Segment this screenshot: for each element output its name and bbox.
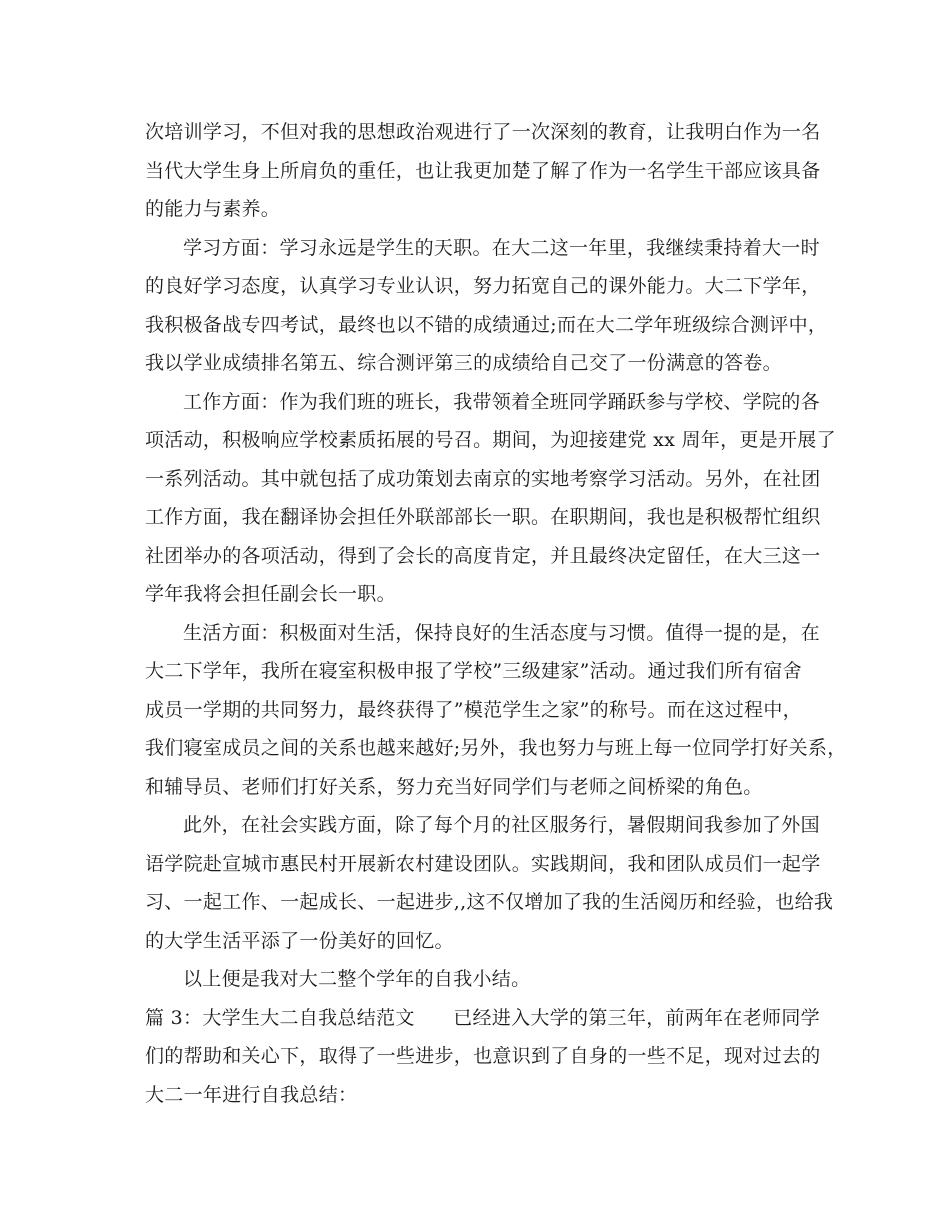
paragraph-line: 学习方面：学习永远是学生的天职。在大二这一年里，我继续秉持着大一时: [183, 236, 820, 259]
paragraph-line: 当代大学生身上所肩负的重任，也让我更加楚了解了作为一名学生干部应该具备: [145, 159, 821, 182]
paragraph-line: 我积极备战专四考试，最终也以不错的成绩通过;而在大二学年班级综合测评中，: [145, 313, 828, 336]
document-body: [145, 113, 847, 1114]
paragraph-line: 我以学业成绩排名第五、综合测评第三的成绩给自己交了一份满意的答卷。: [145, 352, 782, 374]
paragraph-line: 我们寝室成员之间的关系也越来越好;另外，我也努力与班上每一位同学打好关系，: [145, 737, 847, 759]
paragraph-line: 们的帮助和关心下，取得了一些进步，也意识到了自身的一些不足，现对过去的: [145, 1045, 821, 1067]
paragraph-line: 次培训学习，不但对我的思想政治观进行了一次深刻的教育，让我明白作为一名: [145, 121, 821, 143]
paragraph-line: 成员一学期的共同努力，最终获得了”模范学生之家”的称号。而在这过程中，: [145, 698, 802, 721]
paragraph-line: 的大学生活平添了一份美好的回忆。: [145, 929, 454, 952]
paragraph-line: 大二下学年，我所在寝室积极申报了学校”三级建家”活动。通过我们所有宿舍: [145, 660, 802, 682]
paragraph-line: 以上便是我对大二整个学年的自我小结。: [183, 968, 531, 990]
paragraph-line: 此外，在社会实践方面，除了每个月的社区服务行，暑假期间我参加了外国: [183, 814, 820, 836]
paragraph-line: 项活动，积极响应学校素质拓展的号召。期间，为迎接建党 xx 周年，更是开展了: [145, 429, 836, 451]
paragraph-line: 工作方面：作为我们班的班长，我带领着全班同学踊跃参与学校、学院的各: [183, 390, 820, 413]
paragraph-line: 社团举办的各项活动，得到了会长的高度肯定，并且最终决定留任，在大三这一: [145, 544, 821, 567]
paragraph-line: 学年我将会担任副会长一职。: [145, 583, 396, 605]
paragraph-line: 一系列活动。其中就包括了成功策划去南京的实地考察学习活动。另外，在社团: [145, 467, 821, 490]
section-heading-line: 篇 3：大学生大二自我总结范文 已经进入大学的第三年，前两年在老师同学: [145, 1006, 820, 1029]
paragraph-line: 语学院赴宣城市惠民村开展新农村建设团队。实践期间，我和团队成员们一起学: [145, 852, 821, 875]
paragraph-line: 的能力与素养。: [145, 198, 281, 220]
paragraph-line: 生活方面：积极面对生活，保持良好的生活态度与习惯。值得一提的是，在: [183, 621, 820, 644]
paragraph-line: 习、一起工作、一起成长、一起进步,,这不仅增加了我的生活阅历和经验，也给我: [145, 891, 834, 913]
paragraph-line: 和辅导员、老师们打好关系，努力充当好同学们与老师之间桥梁的角色。: [145, 775, 763, 798]
paragraph-line: 工作方面，我在翻译协会担任外联部部长一职。在职期间，我也是积极帮忙组织: [145, 506, 821, 528]
paragraph-line: 大二一年进行自我总结：: [145, 1083, 358, 1106]
paragraph-line: 的良好学习态度，认真学习专业认识，努力拓宽自己的课外能力。大二下学年，: [145, 275, 821, 297]
